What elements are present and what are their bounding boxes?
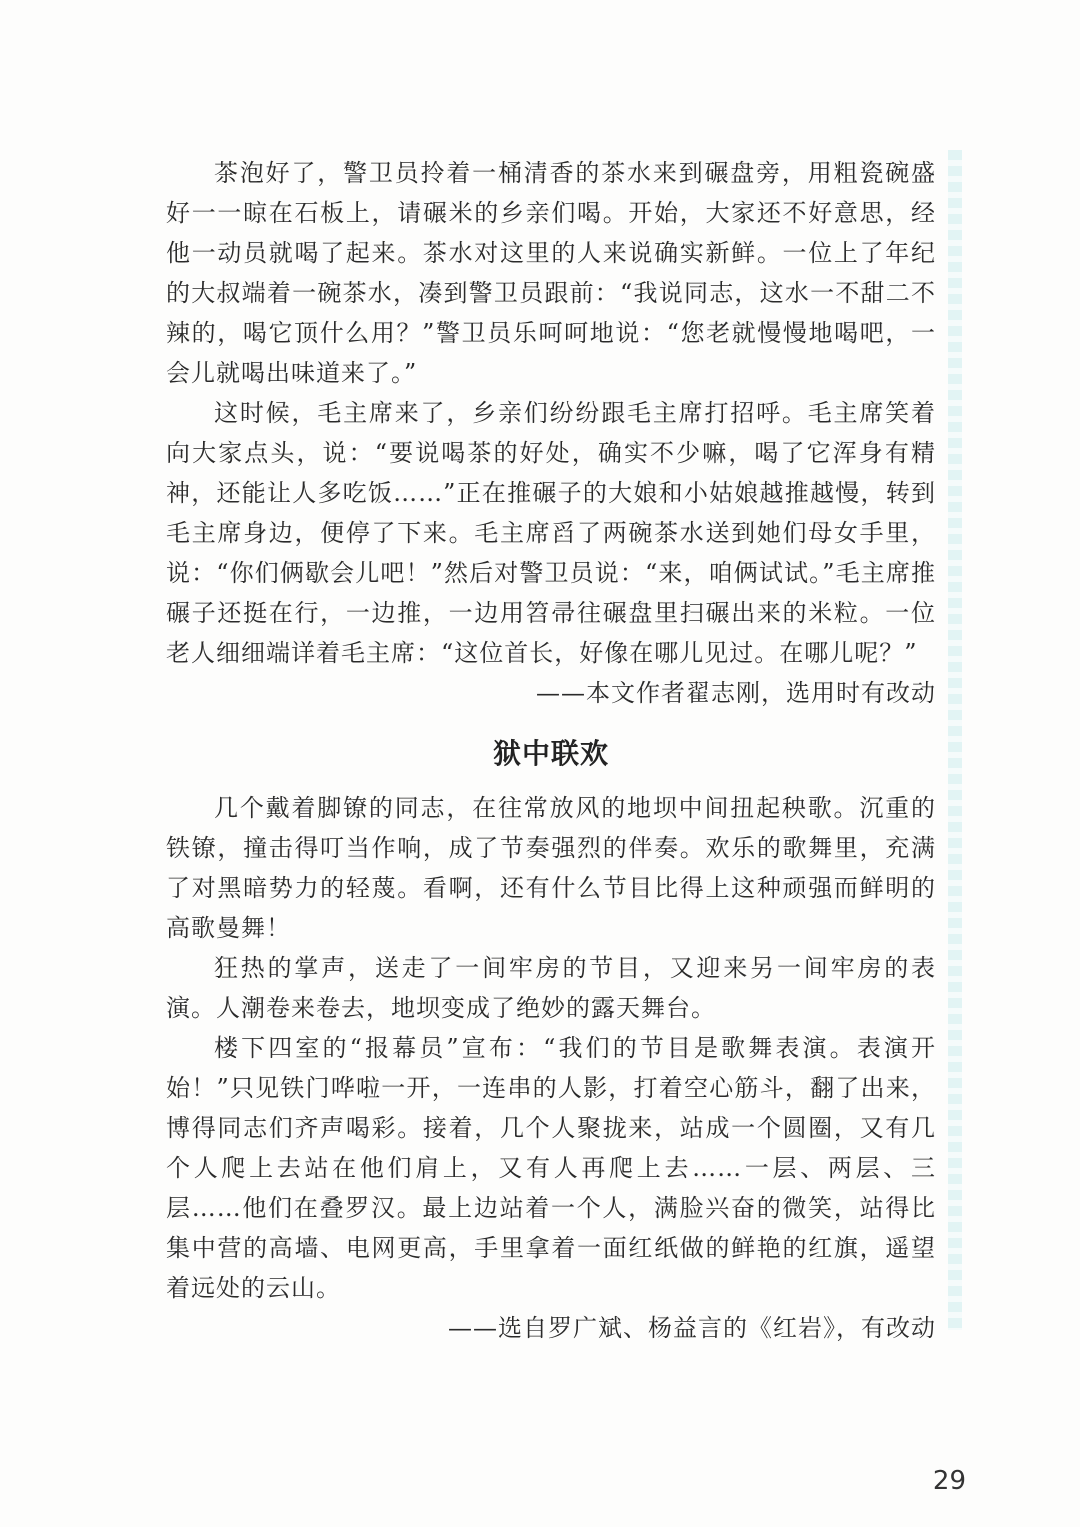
story-b-paragraph-3: 楼下四室的“报幕员”宣布：“我们的节目是歌舞表演。表演开始！”只见铁门哗啦一开，一连串的人影，打着空心筋斗，翻了出来，博得同志们齐声喝彩。接着，几个人聚拢来，站成一个圆圈，又有几个人爬上去站在他们肩上，又有人再爬上去……一层、两层、三层……他们在叠罗汉。最上边站着一个人，满脸兴奋的微笑，站得比集中营的高墙、电网更高，手里拿着一面红纸做的鲜艳的红旗，遥望着远处的云山。 bbox=[166, 1034, 936, 1302]
story-a-body bbox=[166, 153, 936, 713]
story-a-paragraph-1: 茶泡好了，警卫员拎着一桶清香的茶水来到碾盘旁，用粗瓷碗盛好一一晾在石板上，请碾米的乡亲们喝。开始，大家还不好意思，经他一动员就喝了起来。茶水对这里的人来说确实新鲜。一位上了年纪的大叔端着一碗茶水，凑到警卫员跟前：“我说同志，这水一不甜二不辣的，喝它顶什么用？”警卫员乐呵呵地说：“您老就慢慢地喝吧，一会儿就喝出味道来了。” bbox=[166, 159, 936, 387]
page-number: 29 bbox=[932, 1466, 966, 1496]
story-a-paragraph-2: 这时候，毛主席来了，乡亲们纷纷跟毛主席打招呼。毛主席笑着向大家点头，说：“要说喝茶的好处，确实不少嘛，喝了它浑身有精神，还能让人多吃饭……”正在推碾子的大娘和小姑娘越推越慢，转到毛主席身边，便停了下来。毛主席舀了两碗茶水送到她们母女手里，说：“你们俩歇会儿吧！”然后对警卫员说：“来，咱俩试试。”毛主席推碾子还挺在行，一边推，一边用笤帚往碾盘里扫碾出来的米粒。一位老人细细端详着毛主席：“这位首长，好像在哪儿见过。在哪儿呢？” bbox=[166, 399, 936, 667]
story-b-body bbox=[166, 788, 936, 1348]
story-b-attribution: ——选自罗广斌、杨益言的《红岩》，有改动 bbox=[448, 1314, 936, 1342]
story-b-paragraph-2: 狂热的掌声，送走了一间牢房的节目，又迎来另一间牢房的表演。人潮卷来卷去，地坝变成了绝妙的露天舞台。 bbox=[166, 954, 936, 1022]
story-a-attribution: ——本文作者翟志刚，选用时有改动 bbox=[536, 679, 936, 707]
page-edge-decoration bbox=[948, 150, 962, 1330]
section-title: 狱中联欢 bbox=[492, 737, 609, 770]
story-b-paragraph-1: 几个戴着脚镣的同志，在往常放风的地坝中间扭起秧歌。沉重的铁镣，撞击得叮当作响，成了节奏强烈的伴奏。欢乐的歌舞里，充满了对黑暗势力的轻蔑。看啊，还有什么节目比得上这种顽强而鲜明的高歌曼舞！ bbox=[166, 794, 936, 942]
